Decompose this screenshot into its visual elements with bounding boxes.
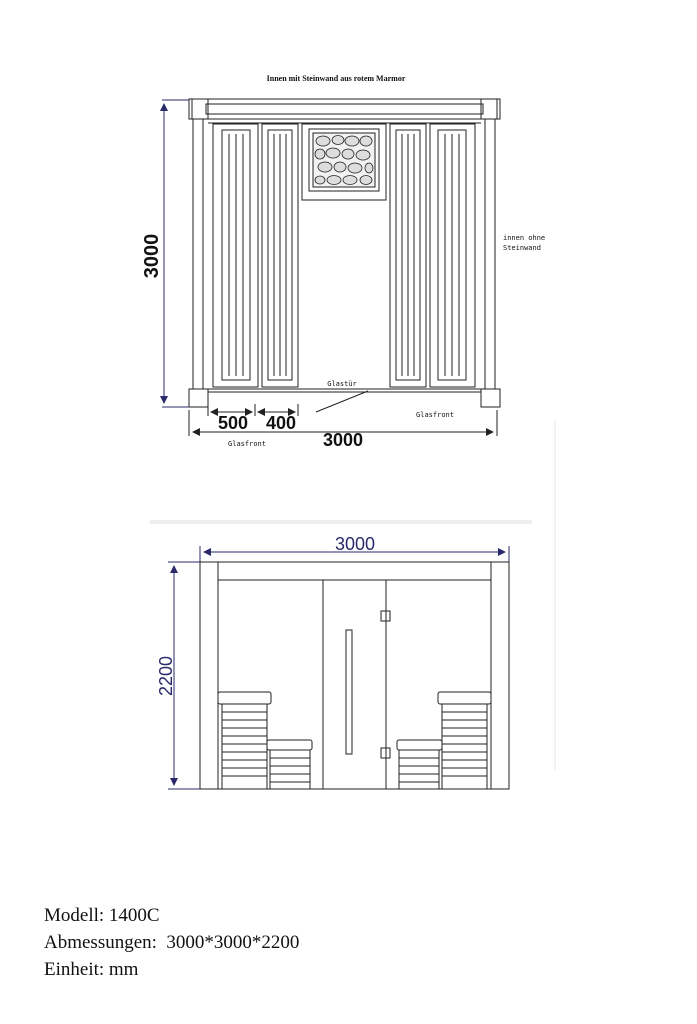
stone-heater <box>302 124 386 200</box>
plan-width-label: 3000 <box>322 430 364 450</box>
corner-post-bottom-right <box>481 389 500 407</box>
plan-bench-right-outer <box>430 124 475 387</box>
front-view <box>156 534 509 789</box>
front-cabin-outline <box>200 562 509 789</box>
segment-a-label: 500 <box>217 413 249 433</box>
plan-title: Innen mit Steinwand aus rotem Marmor <box>266 74 406 83</box>
plan-depth-dimension <box>141 100 189 407</box>
front-bench-right <box>397 692 491 789</box>
spec-dimensions: Abmessungen: 3000*3000*2200 <box>44 932 300 953</box>
spec-model: Modell: 1400C <box>44 905 160 926</box>
plan-bench-left-outer <box>213 124 258 387</box>
side-note-line2: Steinwand <box>503 244 541 252</box>
segment-b-label: 400 <box>265 413 297 433</box>
side-note-line1: innen ohne <box>503 234 546 242</box>
plan-view <box>141 74 545 450</box>
corner-post-bottom-left <box>189 389 208 407</box>
front-width-dimension <box>200 534 509 562</box>
plan-bench-right-inner <box>390 124 426 387</box>
front-bench-left <box>218 692 312 789</box>
front-width-label: 3000 <box>334 534 376 554</box>
glass-door-leaf <box>316 391 368 412</box>
door-handle <box>346 630 352 754</box>
plan-depth-label: 3000 <box>141 233 163 279</box>
plan-bench-left-inner <box>262 124 298 387</box>
front-height-dimension <box>156 562 218 789</box>
spec-unit: Einheit: mm <box>44 959 139 980</box>
glass-front-left-label: Glasfront <box>228 440 266 448</box>
glass-front-right-label: Glasfront <box>416 411 454 419</box>
front-height-label: 2200 <box>156 655 176 697</box>
glass-door-label: Glastür <box>327 380 357 388</box>
front-glass-door <box>323 580 390 789</box>
plan-segment-dimensions <box>208 404 298 433</box>
